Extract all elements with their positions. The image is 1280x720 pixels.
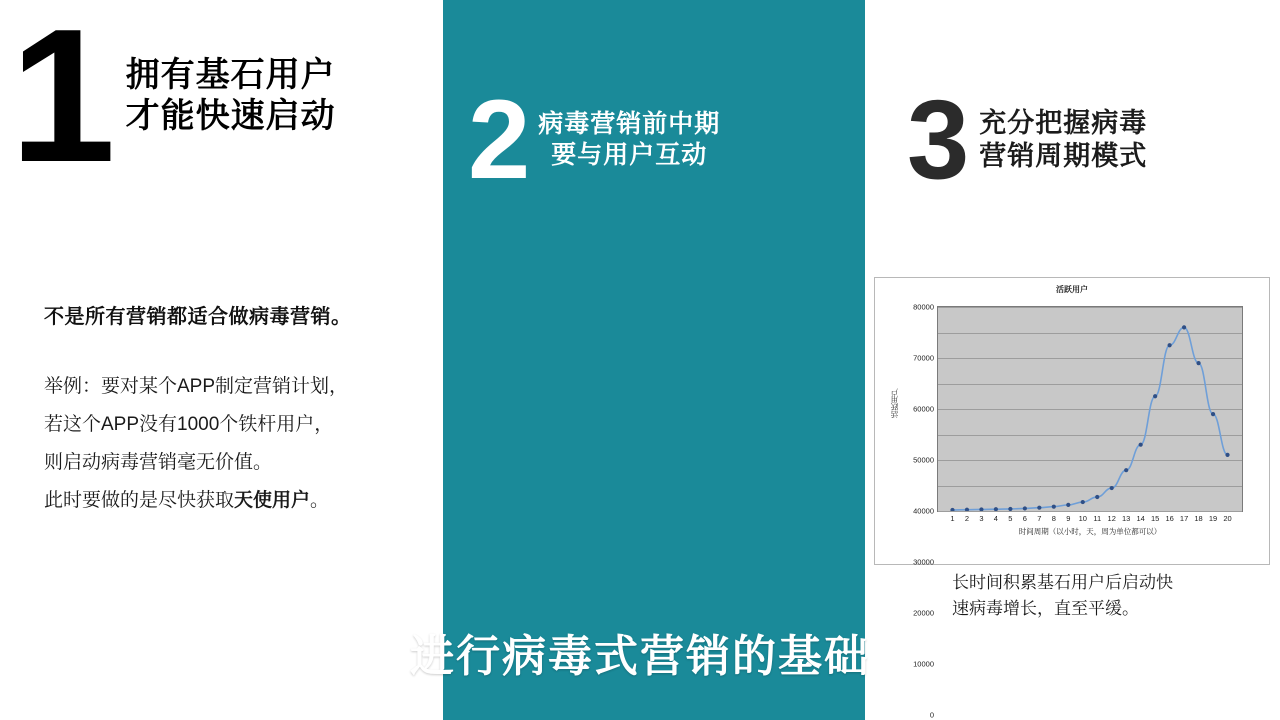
column-one-body-line4-suffix: 。 <box>310 490 330 511</box>
chart-y-tick-label: 20000 <box>913 608 934 618</box>
column-two-heading-line1: 病毒营销前中期 <box>538 110 721 139</box>
chart-x-tick-label: 19 <box>1208 514 1218 523</box>
column-one-body <box>44 368 444 520</box>
chart-y-tick-label: 40000 <box>913 506 934 516</box>
column-one-heading-text <box>126 55 336 138</box>
chart-x-tick-label: 4 <box>993 514 998 523</box>
column-one-body-emphasis: 天使用户 <box>234 490 311 511</box>
chart-x-tick-label: 6 <box>1022 514 1027 523</box>
column-three-number: 3 <box>907 77 966 202</box>
chart-x-tick-label: 9 <box>1066 514 1071 523</box>
column-one-body-line4-prefix: 此时要做的是尽快获取 <box>44 490 235 511</box>
chart-y-axis-title: 活跃用户 <box>890 388 899 418</box>
column-two-heading-text <box>538 109 720 170</box>
chart-x-tick-label: 7 <box>1037 514 1042 523</box>
chart-x-tick-label: 13 <box>1122 514 1131 523</box>
chart-x-tick-label: 16 <box>1165 514 1174 523</box>
column-one-lead-text: 不是所有营销都适合做病毒营销。 <box>44 306 352 328</box>
column-one-body-line1: 举例：要对某个APP制定营销计划， <box>44 376 349 397</box>
chart-x-tick-label: 8 <box>1051 514 1056 523</box>
chart-x-tick-label: 18 <box>1194 514 1203 523</box>
chart-x-tick-label: 11 <box>1093 514 1102 523</box>
column-two-number: 2 <box>468 77 527 202</box>
column-one <box>0 0 443 720</box>
chart-y-tick-label: 60000 <box>913 404 934 414</box>
chart-x-tick-label: 3 <box>979 514 984 523</box>
chart-series-line <box>938 307 1242 511</box>
chart-y-tick-label: 80000 <box>913 302 934 312</box>
chart-title: 活跃用户 <box>1056 285 1088 294</box>
column-two <box>443 0 865 720</box>
chart-x-tick-label: 1 <box>950 514 955 523</box>
column-one-body-line3: 则启动病毒营销毫无价值。 <box>44 452 273 473</box>
chart-y-tick-label: 70000 <box>913 353 934 363</box>
chart-x-tick-label: 14 <box>1136 514 1145 523</box>
chart-x-tick-label: 12 <box>1107 514 1116 523</box>
column-three-caption-line1: 长时间积累基石用户后启动快 <box>952 573 1173 592</box>
chart-x-tick-label: 15 <box>1150 514 1160 523</box>
chart-x-tick-label: 5 <box>1008 514 1013 523</box>
column-one-heading-line1: 拥有基石用户 <box>125 55 336 94</box>
column-one-heading <box>10 0 336 202</box>
column-two-heading-line2: 要与用户互动 <box>551 140 708 169</box>
column-one-heading-line2: 才能快速启动 <box>125 97 336 135</box>
chart-x-tick-label: 20 <box>1223 514 1232 523</box>
column-three-heading <box>907 77 1148 202</box>
column-one-body-line4 <box>44 482 444 520</box>
chart-y-tick-label: 10000 <box>913 659 934 669</box>
column-three-caption-line2: 速病毒增长，直至平缓。 <box>952 598 1139 618</box>
chart-y-tick-label: 50000 <box>913 455 934 465</box>
column-one-body-line2: 若这个APP没有1000个铁杆用户， <box>44 414 334 435</box>
column-one-number: 1 <box>10 0 112 202</box>
column-three-heading-line1: 充分把握病毒 <box>979 107 1148 138</box>
slide-footer-title: 进行病毒式营销的基础 <box>410 632 870 681</box>
chart-y-tick-label: 0 <box>929 710 934 720</box>
chart-x-tick-label: 10 <box>1078 514 1087 523</box>
column-three-caption <box>952 570 1272 621</box>
chart-x-tick-label: 2 <box>964 514 970 523</box>
column-two-heading <box>468 77 721 202</box>
chart-x-axis-title: 时间周期（以小时，天，周为单位都可以） <box>1018 527 1162 536</box>
chart-x-tick-label: 17 <box>1179 514 1189 523</box>
column-three-heading-line2: 营销周期模式 <box>979 140 1148 171</box>
column-three-heading-text <box>979 107 1147 173</box>
chart-y-tick-label: 30000 <box>913 557 934 567</box>
